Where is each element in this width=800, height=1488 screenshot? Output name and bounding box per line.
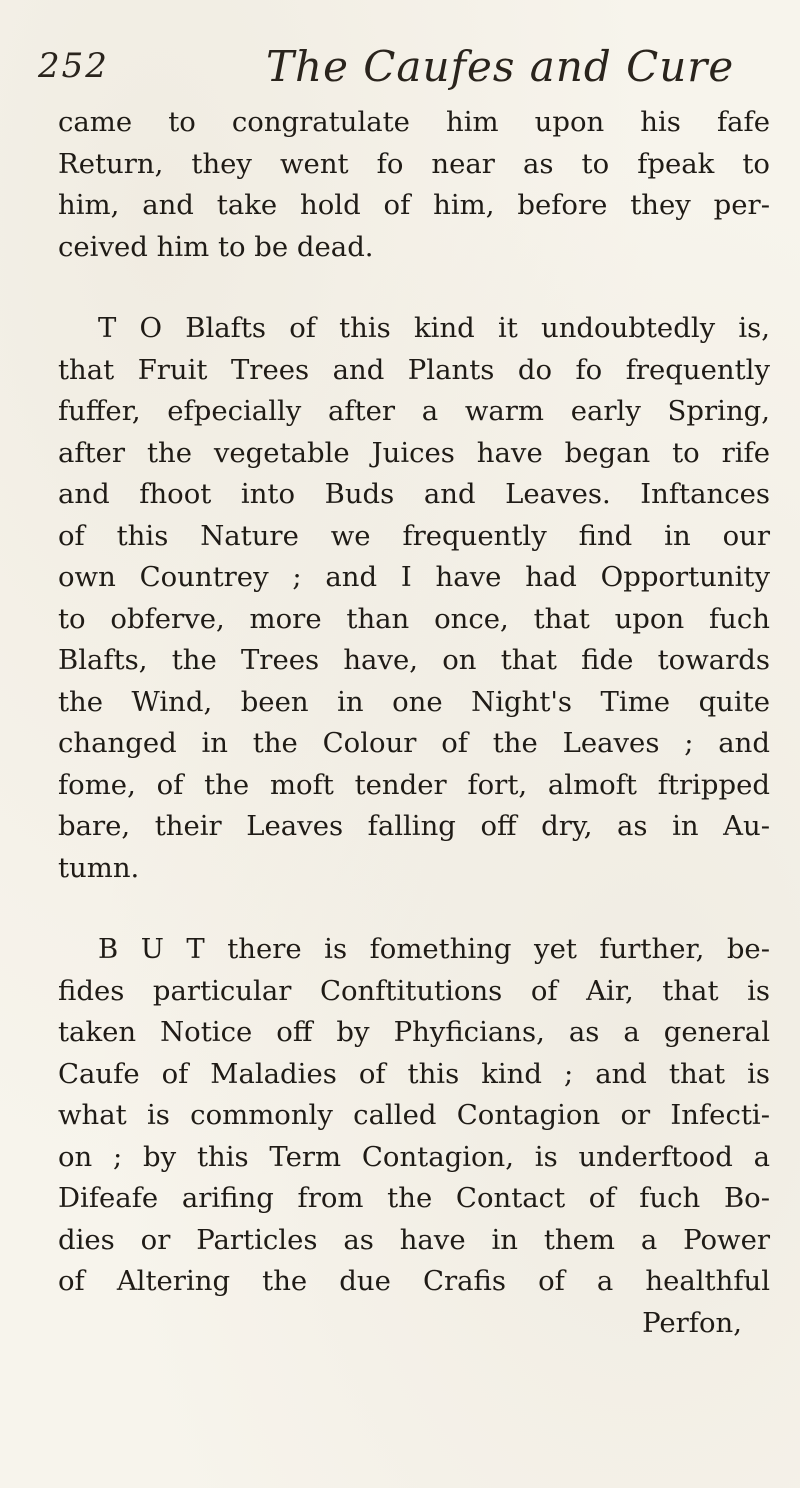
- text-line: fides particular Conftitutions of Air, that is: [58, 974, 770, 1007]
- paragraph-spacer: [58, 268, 770, 308]
- catchword: Perfon,: [642, 1306, 742, 1339]
- text-line: taken Notice off by Phyficians, as a general: [58, 1016, 770, 1048]
- page-number: 252: [38, 46, 109, 86]
- text-line: T O Blafts of this kind it undoubtedly is,: [98, 312, 770, 344]
- paragraph-2: [58, 308, 770, 889]
- paragraph-3: [58, 929, 770, 1303]
- text-line: Caufe of Maladies of this kind ; and that is: [58, 1057, 770, 1090]
- text-line: B U T there is fomething yet further, be-: [98, 933, 770, 965]
- text-line: of Altering the due Crafis of a healthful: [58, 1265, 770, 1297]
- text-line: own Countrey ; and I have had Opportunity: [58, 561, 770, 593]
- text-line: the Wind, been in one Night's Time quite: [58, 685, 770, 718]
- text-line: changed in the Colour of the Leaves ; and: [58, 727, 770, 759]
- text-line: came to congratulate him upon his fafe: [58, 106, 770, 138]
- paragraph-spacer: [58, 889, 770, 929]
- text-line: of this Nature we frequently find in our: [58, 519, 770, 552]
- text-line: bare, their Leaves falling off dry, as in Au-: [58, 810, 770, 842]
- text-line: on ; by this Term Contagion, is underftood a: [58, 1140, 770, 1173]
- text-line: Blafts, the Trees have, on that fide towards: [58, 644, 770, 676]
- text-line: ceived him to be dead.: [58, 230, 374, 263]
- text-line: him, and take hold of him, before they per-: [58, 189, 770, 221]
- text-line: to obferve, more than once, that upon fuch: [58, 602, 770, 635]
- text-line: what is commonly called Contagion or Infecti-: [58, 1099, 770, 1131]
- paragraph-1: [58, 102, 770, 268]
- running-head: The Caufes and Cure: [266, 42, 735, 91]
- text-line: fome, of the moft tender fort, almoft ftripped: [58, 768, 770, 801]
- text-line: fuffer, efpecially after a warm early Spring,: [58, 395, 770, 427]
- text-line: Difeafe arifing from the Contact of fuch Bo-: [58, 1182, 770, 1214]
- text-line: Return, they went fo near as to fpeak to: [58, 147, 770, 180]
- page-header: [38, 42, 778, 98]
- text-line: dies or Particles as have in them a Power: [58, 1223, 770, 1256]
- text-line: tumn.: [58, 851, 140, 884]
- text-line: after the vegetable Juices have began to rife: [58, 436, 770, 469]
- body-text: [58, 102, 770, 1344]
- text-line: that Fruit Trees and Plants do fo frequently: [58, 353, 770, 386]
- text-line: and fhoot into Buds and Leaves. Inftances: [58, 478, 770, 510]
